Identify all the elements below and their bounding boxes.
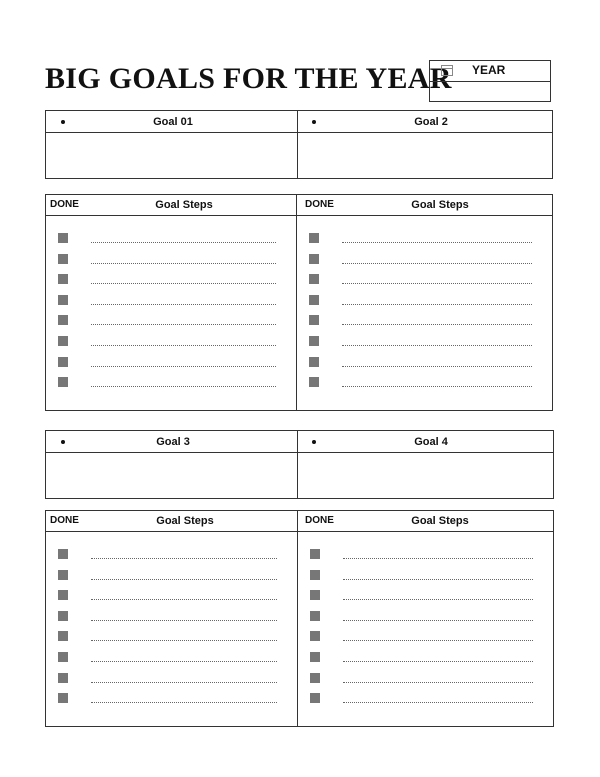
done-checkbox[interactable] [310, 631, 320, 641]
step-line[interactable] [342, 263, 532, 264]
goal-title: Goal 3 [156, 436, 190, 448]
steps-box-2 [45, 510, 554, 727]
step-line[interactable] [343, 682, 533, 683]
step-line[interactable] [342, 345, 532, 346]
step-line[interactable] [343, 599, 533, 600]
step-line[interactable] [342, 324, 532, 325]
step-line[interactable] [343, 702, 533, 703]
done-checkbox[interactable] [58, 570, 68, 580]
done-checkbox[interactable] [58, 693, 68, 703]
goals-row-1 [45, 110, 553, 179]
step-line[interactable] [343, 620, 533, 621]
done-label: DONE [50, 515, 79, 526]
step-line[interactable] [91, 242, 276, 243]
step-line[interactable] [342, 304, 532, 305]
done-checkbox[interactable] [310, 673, 320, 683]
goal-title: Goal 2 [414, 116, 448, 128]
step-line[interactable] [343, 661, 533, 662]
step-line[interactable] [91, 366, 276, 367]
goal-field[interactable] [46, 132, 297, 178]
step-line[interactable] [342, 283, 532, 284]
done-checkbox[interactable] [310, 693, 320, 703]
step-line[interactable] [91, 324, 276, 325]
step-line[interactable] [91, 386, 276, 387]
step-line[interactable] [342, 242, 532, 243]
done-checkbox[interactable] [58, 631, 68, 641]
done-checkbox[interactable] [58, 315, 68, 325]
year-box [429, 60, 551, 102]
step-line[interactable] [91, 599, 277, 600]
done-checkbox[interactable] [309, 377, 319, 387]
done-label: DONE [50, 199, 79, 210]
step-line[interactable] [91, 579, 277, 580]
goal-bullet [312, 440, 316, 444]
done-label: DONE [305, 199, 334, 210]
done-checkbox[interactable] [58, 590, 68, 600]
done-checkbox[interactable] [58, 233, 68, 243]
steps-title: Goal Steps [411, 515, 469, 527]
step-line[interactable] [91, 304, 276, 305]
done-checkbox[interactable] [58, 357, 68, 367]
done-checkbox[interactable] [310, 590, 320, 600]
year-label: YEAR [472, 63, 506, 77]
steps-box-1 [45, 194, 553, 411]
step-line[interactable] [91, 702, 277, 703]
goal-field[interactable] [46, 452, 297, 498]
goal-bullet [61, 120, 65, 124]
goal-bullet [312, 120, 316, 124]
done-checkbox[interactable] [58, 274, 68, 284]
done-checkbox[interactable] [309, 357, 319, 367]
done-checkbox[interactable] [309, 233, 319, 243]
done-checkbox[interactable] [310, 652, 320, 662]
step-line[interactable] [91, 640, 277, 641]
step-line[interactable] [343, 640, 533, 641]
step-line[interactable] [343, 579, 533, 580]
done-checkbox[interactable] [309, 295, 319, 305]
done-checkbox[interactable] [58, 652, 68, 662]
done-checkbox[interactable] [309, 274, 319, 284]
step-line[interactable] [342, 386, 532, 387]
step-line[interactable] [91, 682, 277, 683]
done-checkbox[interactable] [310, 549, 320, 559]
steps-title: Goal Steps [411, 199, 469, 211]
done-checkbox[interactable] [58, 295, 68, 305]
goal-title: Goal 4 [414, 436, 448, 448]
steps-title: Goal Steps [155, 199, 213, 211]
goal-field[interactable] [298, 452, 553, 498]
goal-bullet [61, 440, 65, 444]
done-checkbox[interactable] [309, 315, 319, 325]
step-line[interactable] [91, 558, 277, 559]
done-checkbox[interactable] [58, 673, 68, 683]
done-checkbox[interactable] [310, 570, 320, 580]
year-field[interactable] [430, 82, 550, 102]
step-line[interactable] [91, 661, 277, 662]
done-checkbox[interactable] [58, 377, 68, 387]
calendar-icon [441, 65, 453, 76]
done-checkbox[interactable] [309, 336, 319, 346]
done-checkbox[interactable] [309, 254, 319, 264]
done-checkbox[interactable] [58, 336, 68, 346]
step-line[interactable] [343, 558, 533, 559]
page-title: BIG GOALS FOR THE YEAR [45, 62, 452, 95]
goals-row-2 [45, 430, 554, 499]
done-checkbox[interactable] [58, 254, 68, 264]
step-line[interactable] [91, 283, 276, 284]
done-label: DONE [305, 515, 334, 526]
step-line[interactable] [91, 620, 277, 621]
step-line[interactable] [91, 263, 276, 264]
step-line[interactable] [342, 366, 532, 367]
step-line[interactable] [91, 345, 276, 346]
done-checkbox[interactable] [58, 549, 68, 559]
steps-title: Goal Steps [156, 515, 214, 527]
done-checkbox[interactable] [58, 611, 68, 621]
done-checkbox[interactable] [310, 611, 320, 621]
goal-title: Goal 01 [153, 116, 193, 128]
goal-field[interactable] [298, 132, 552, 178]
